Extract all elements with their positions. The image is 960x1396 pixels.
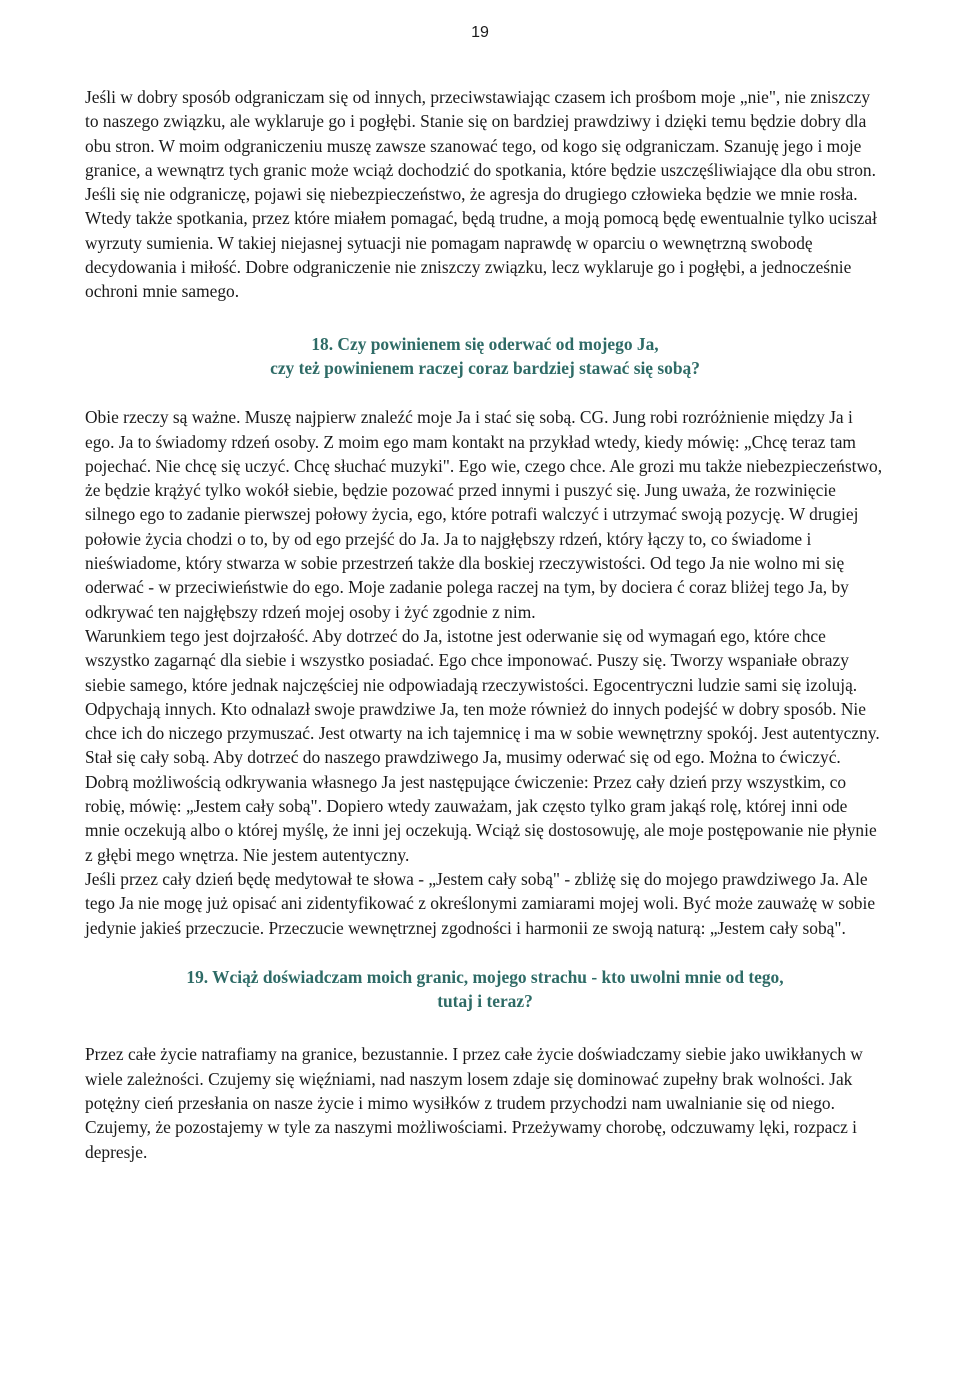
section-18-heading-line-1: 18. Czy powinienem się oderwać od mojego Ja, <box>311 333 659 354</box>
page-number: 19 <box>471 24 489 41</box>
section-19-heading-line-2: tutaj i teraz? <box>437 991 533 1012</box>
section-18-heading-line-2: czy też powinienem raczej coraz bardziej stawać się sobą? <box>270 357 700 378</box>
section-19-heading-line-1: 19. Wciąż doświadczam moich granic, mojego strachu - kto uwolni mnie od tego, <box>186 966 784 987</box>
section-18-paragraph-3: Jeśli przez cały dzień będę medytował te słowa - „Jestem cały sobą" - zbliżę się do mojego prawdziwego Ja. Ale tego Ja nie mogę już opisać ani zidentyfikować z określonymi zamiarami mojej woli. Być może zauważę w sobie jedynie jakieś przeczucie. Przeczucie wewnętrznej zgodności i harmonii ze swoją naturą: „Jestem cały sobą". <box>85 868 876 938</box>
section-19-heading <box>85 965 885 1014</box>
page-content <box>85 85 885 1164</box>
section-18-heading <box>85 332 885 381</box>
intro-paragraph: Jeśli w dobry sposób odgraniczam się od innych, przeciwstawiając czasem ich prośbom moje „nie", nie zniszczy to naszego związku, ale wyklaruje go i pogłębi. Stanie się on bardziej prawdziwy i dzięki temu będzie dobry dla obu stron. W moim odgraniczeniu muszę zawsze szanować tego, od kogo się odgraniczam. Szanuję jego i moje granice, a wewnątrz tych granic może wciąż dochodzić do spotkania, które będzie uszczęśliwiające dla obu stron. Jeśli się nie odgraniczę, pojawi się niebezpieczeństwo, że agresja do drugiego człowieka będzie we mnie rosła. Wtedy także spotkania, przez które miałem pomagać, będą trudne, a moją pomocą będę ewentualnie tylko uciszał wyrzuty sumienia. W takiej niejasnej sytuacji nie pomagam naprawdę w oparciu o wewnętrzną swobodę decydowania i miłość. Dobre odgraniczenie nie zniszczy związku, lecz wyklaruje go i pogłębi, a jednocześnie ochroni mnie samego. <box>85 87 877 302</box>
section-19-paragraph-1: Przez całe życie natrafiamy na granice, bezustannie. I przez całe życie doświadczamy siebie jako uwikłanych w wiele zależności. Czujemy się więźniami, nad naszym losem zdaje się dominować zupełny brak wolności. Jak potężny cień przesłania on nasze życie i mimo wysiłków z trudem przychodzi nam uwalnianie się od niego. Czujemy, że pozostajemy w tyle za naszymi możliwościami. Przeżywamy chorobę, odczuwamy lęki, rozpacz i depresje. <box>85 1044 863 1162</box>
section-18-paragraph-2: Warunkiem tego jest dojrzałość. Aby dotrzeć do Ja, istotne jest oderwanie się od wymagań ego, które chce wszystko zagarnąć dla siebie i wszystko posiadać. Ego chce imponować. Puszy się. Tworzy wspaniałe obrazy siebie samego, które jednak najczęściej nie odpowiadają rzeczywistości. Egocentryczni ludzie sami się izolują. Odpychają innych. Kto odnalazł swoje prawdziwe Ja, ten może również do innych podejść w dobry sposób. Nie chce ich do niczego przymuszać. Jest otwarty na ich tajemnicę i ma w sobie wewnętrzny spokój. Jest autentyczny. Stał się cały sobą. Aby dotrzeć do naszego prawdziwego Ja, musimy oderwać się od ego. Można to ćwiczyć. Dobrą możliwością odkrywania własnego Ja jest następujące ćwiczenie: Przez cały dzień przy wszystkim, co robię, mówię: „Jestem cały sobą". Dopiero wtedy zauważam, jak często tylko gram jakąś rolę, której inni ode mnie oczekują albo o której myślę, że inni jej oczekują. Wciąż się dostosowuję, ale moje postępowanie nie płynie z głębi mego wnętrza. Nie jestem autentyczny. <box>85 625 880 865</box>
section-18-paragraph-1: Obie rzeczy są ważne. Muszę najpierw znaleźć moje Ja i stać się sobą. CG. Jung robi rozróżnienie między Ja i ego. Ja to świadomy rdzeń osoby. Z moim ego mam kontakt na przykład wtedy, kiedy mówię: „Chcę teraz tam pojechać. Nie chcę się uczyć. Chcę słuchać muzyki". Ego wie, czego chce. Ale grozi mu także niebezpieczeństwo, że będzie krążyć tylko wokół siebie, będzie pozować przed innymi i puszyć się. Jung uważa, że rozwinięcie silnego ego to zadanie pierwszej połowy życia, ego, które potrafi walczyć i utrzymać swoją pozycję. W drugiej połowie życia chodzi o to, by od ego przejść do Ja. Ja to najgłębszy rdzeń, który łączy to, co świadome i nieświadome, który stwarza w sobie przestrzeń także dla boskiej rzeczywistości. Od tego Ja nie wolno mi się oderwać - w przeciwieństwie do ego. Moje zadanie polega raczej na tym, by dociera ć coraz bliżej tego Ja, by odkrywać ten najgłębszy rdzeń mojej osoby i żyć zgodnie z nim. <box>85 407 883 622</box>
